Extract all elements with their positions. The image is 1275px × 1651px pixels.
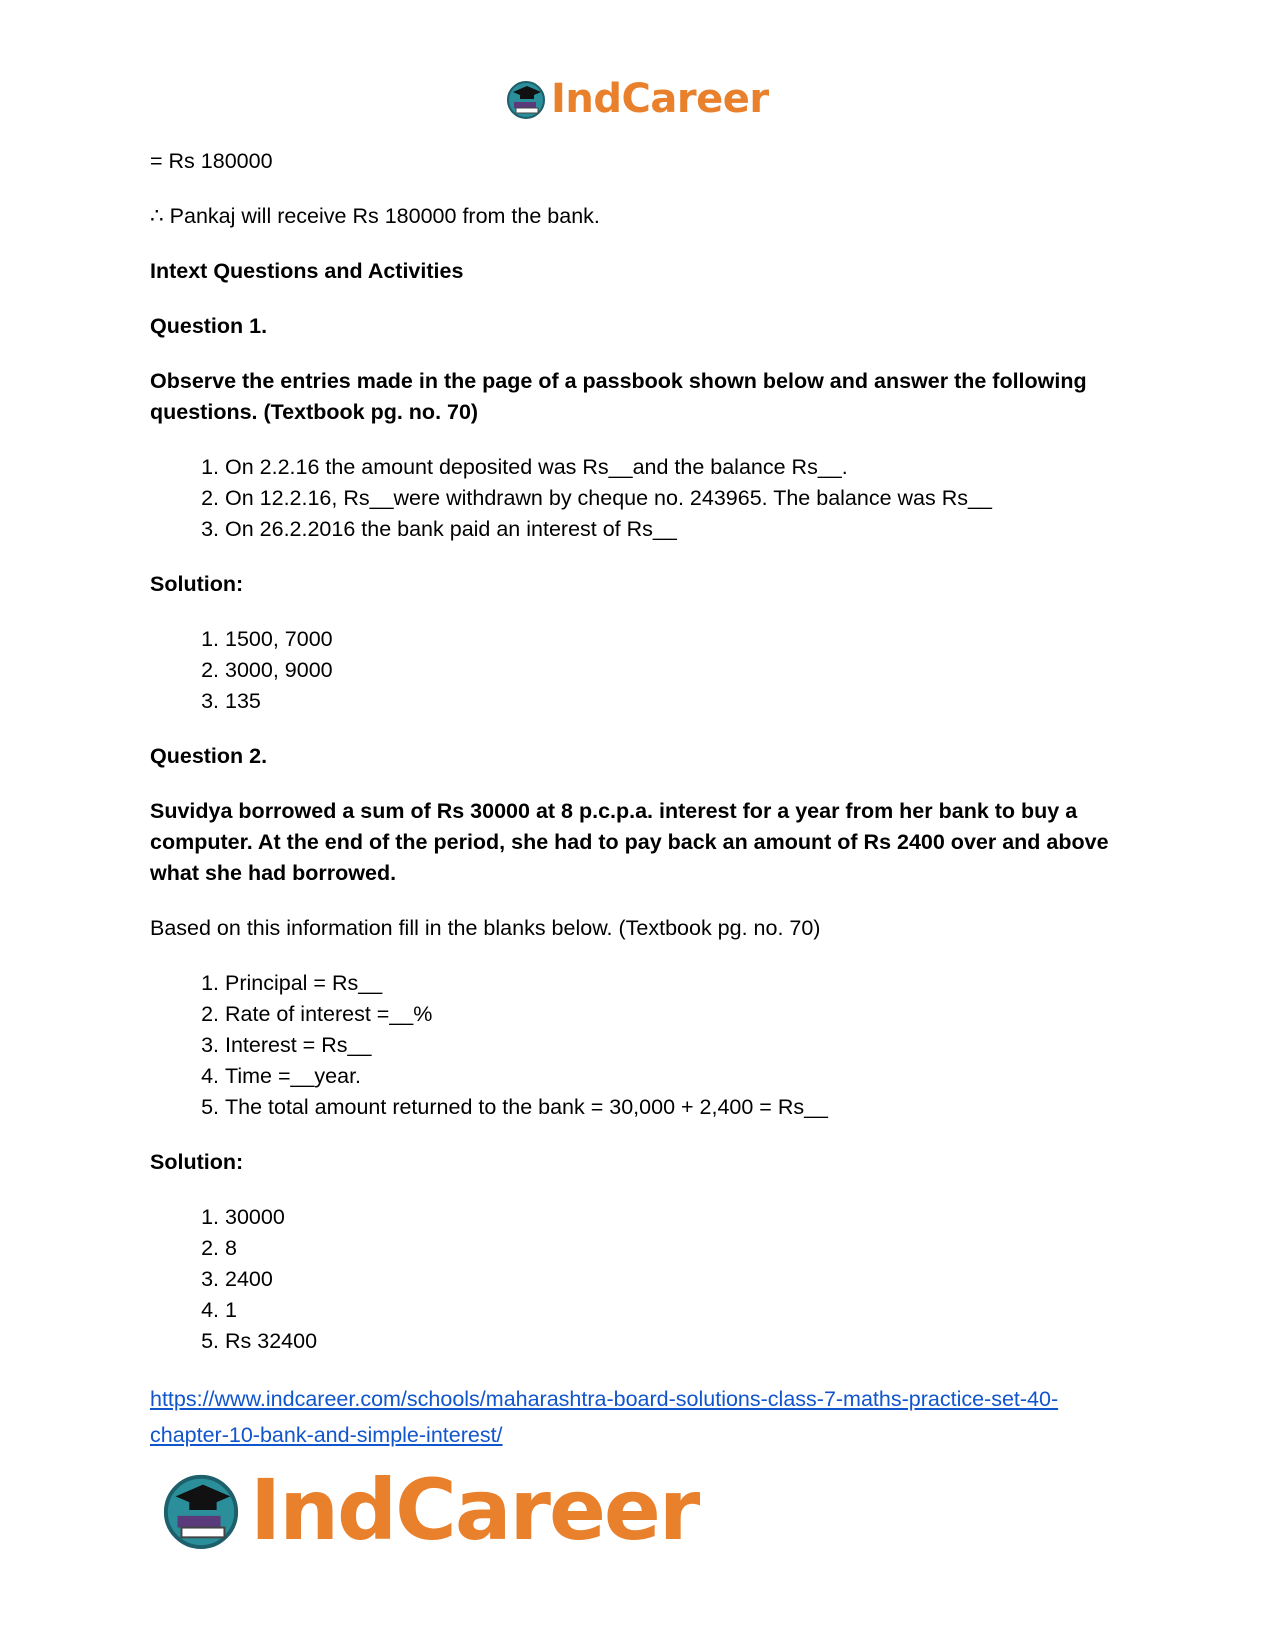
list-item: 3. Interest = Rs__ (225, 1030, 1130, 1061)
footer-logo (160, 1461, 699, 1559)
list-item: 1. 1500, 7000 (225, 624, 1130, 655)
list-item: 3. 2400 (225, 1264, 1130, 1295)
list-item: 1. On 2.2.16 the amount deposited was Rs__and the balance Rs__. (225, 452, 1130, 483)
list-item: 5. The total amount returned to the bank = 30,000 + 2,400 = Rs__ (225, 1092, 1130, 1123)
graduation-globe-icon (160, 1469, 242, 1551)
list-item: 2. 3000, 9000 (225, 655, 1130, 686)
result-line: = Rs 180000 (150, 149, 273, 173)
conclusion-line: ∴ Pankaj will receive Rs 180000 from the bank. (150, 204, 600, 228)
logo-wordmark: IndCareer (250, 1461, 699, 1559)
question-2-instruction: Based on this information fill in the blanks below. (Textbook pg. no. 70) (150, 916, 821, 940)
question-1-label: Question 1. (150, 314, 268, 338)
list-item: 1. Principal = Rs__ (225, 968, 1130, 999)
list-item: 1. 30000 (225, 1202, 1130, 1233)
list-item: 4. 1 (225, 1295, 1130, 1326)
source-link[interactable] (150, 1387, 1058, 1447)
solution-2-list (150, 1202, 1130, 1357)
question-2-text: Suvidya borrowed a sum of Rs 30000 at 8 p.c.p.a. interest for a year from her bank to buy a computer. At the end of the period, she had to pay back an amount of Rs 2400 over and above what she had borrowed. (150, 799, 1109, 885)
question-2-list (150, 968, 1130, 1123)
list-item: 2. Rate of interest =__% (225, 999, 1130, 1030)
question-1-text: Observe the entries made in the page of a passbook shown below and answer the following questions. (Textbook pg. no. 70) (150, 369, 1087, 424)
question-2-label: Question 2. (150, 744, 268, 768)
solution-2-label: Solution: (150, 1150, 244, 1174)
question-1-list (150, 452, 1130, 545)
list-item: 2. On 12.2.16, Rs__were withdrawn by cheque no. 243965. The balance was Rs__ (225, 483, 1130, 514)
logo-wordmark: IndCareer (551, 76, 769, 122)
list-item: 2. 8 (225, 1233, 1130, 1264)
source-link-line-2: chapter-10-bank-and-simple-interest/ (150, 1423, 503, 1447)
solution-1-label: Solution: (150, 572, 244, 596)
list-item: 3. 135 (225, 686, 1130, 717)
document-body (150, 146, 1130, 1453)
source-link-line-1: https://www.indcareer.com/schools/maharashtra-board-solutions-class-7-maths-practice-set-40- (150, 1387, 1059, 1411)
solution-1-list (150, 624, 1130, 717)
list-item: 5. Rs 32400 (225, 1326, 1130, 1357)
list-item: 4. Time =__year. (225, 1061, 1130, 1092)
graduation-globe-icon (505, 78, 547, 120)
list-item: 3. On 26.2.2016 the bank paid an interest of Rs__ (225, 514, 1130, 545)
section-title: Intext Questions and Activities (150, 259, 464, 283)
header-logo (505, 78, 769, 120)
